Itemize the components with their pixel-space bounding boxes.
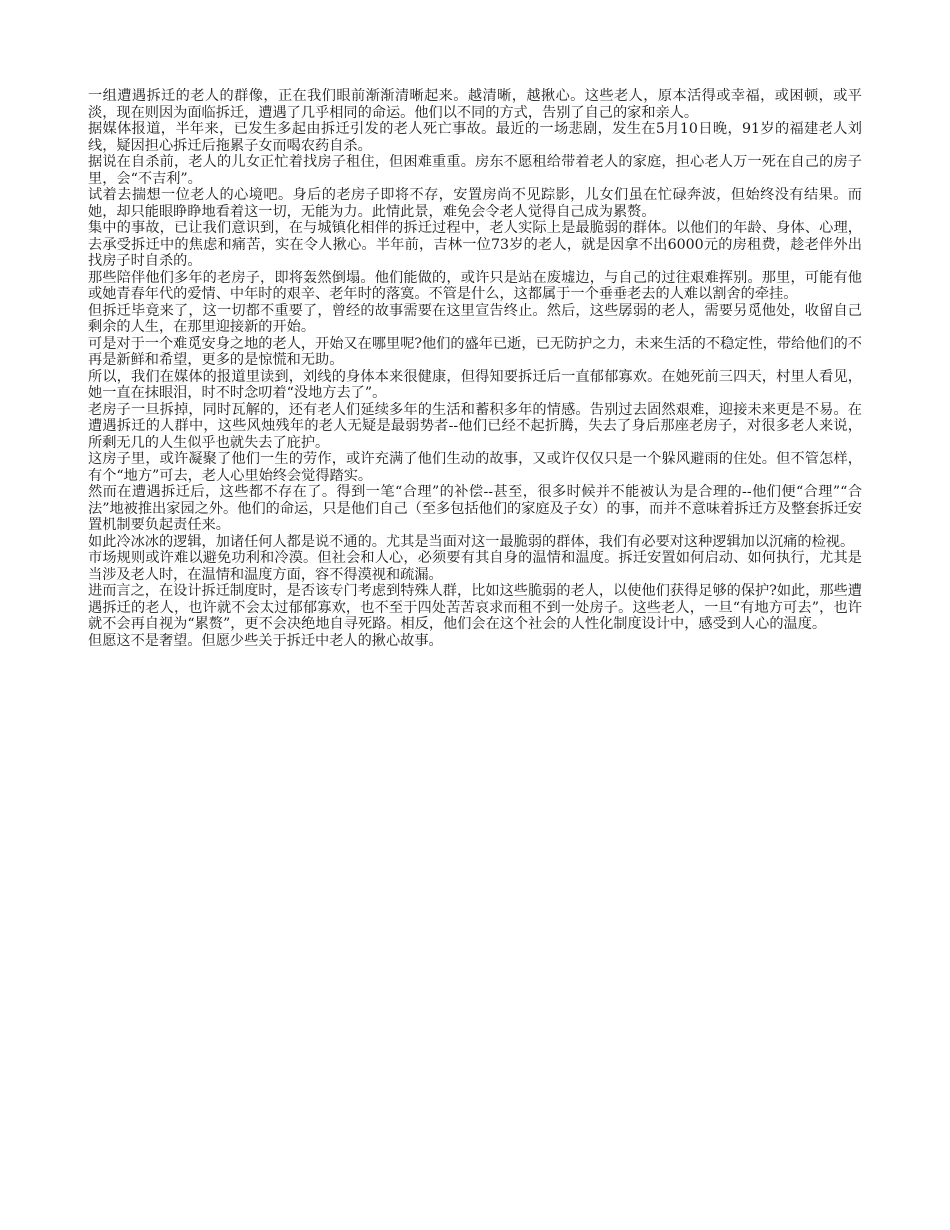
paragraph: 可是对于一个难觅安身之地的老人，开始又在哪里呢?他们的盛年已逝，已无防护之力，未来生活的不稳定性，带给他们的不再是新鲜和希望，更多的是惊慌和无助。 — [88, 335, 862, 368]
paragraph: 进而言之，在设计拆迁制度时，是否该专门考虑到特殊人群，比如这些脆弱的老人，以使他们获得足够的保护?如此，那些遭遇拆迁的老人，也许就不会太过郁郁寡欢，也不至于四处苦苦哀求而租不到一处房子。这些老人，一旦“有地方可去”，也许就不会再自视为“累赘”，更不会决绝地自寻死路。相反，他们会在这个社会的人性化制度设计中，感受到人心的温度。 — [88, 583, 862, 632]
article-body — [88, 88, 862, 649]
paragraph: 然而在遭遇拆迁后，这些都不存在了。得到一笔“合理”的补偿--甚至，很多时候并不能被认为是合理的--他们便“合理”“合法”地被推出家园之外。他们的命运，只是他们自己（至多包括他们的家庭及子女）的事，而并不意味着拆迁方及整套拆迁安置机制要负起责任来。 — [88, 484, 862, 533]
paragraph: 据说在自杀前，老人的儿女正忙着找房子租住，但困难重重。房东不愿租给带着老人的家庭，担心老人万一死在自己的房子里，会“不吉利”。 — [88, 154, 862, 187]
paragraph: 但拆迁毕竟来了，这一切都不重要了，曾经的故事需要在这里宣告终止。然后，这些孱弱的老人，需要另觅他处，收留自己剩余的人生，在那里迎接新的开始。 — [88, 302, 862, 335]
paragraph: 一组遭遇拆迁的老人的群像，正在我们眼前渐渐清晰起来。越清晰，越揪心。这些老人，原本活得或幸福，或困顿，或平淡，现在则因为面临拆迁，遭遇了几乎相同的命运。他们以不同的方式，告别了自己的家和亲人。 — [88, 88, 862, 121]
paragraph: 市场规则或许难以避免功利和冷漠。但社会和人心，必须要有其自身的温情和温度。拆迁安置如何启动、如何执行，尤其是当涉及老人时，在温情和温度方面，容不得漠视和疏漏。 — [88, 550, 862, 583]
paragraph: 如此冷冰冰的逻辑，加诸任何人都是说不通的。尤其是当面对这一最脆弱的群体，我们有必要对这种逻辑加以沉痛的检视。 — [88, 533, 855, 550]
paragraph: 据媒体报道，半年来，已发生多起由拆迁引发的老人死亡事故。最近的一场悲剧，发生在5月10日晚，91岁的福建老人刘线，疑因担心拆迁后拖累子女而喝农药自杀。 — [88, 121, 862, 154]
paragraph: 但愿这不是奢望。但愿少些关于拆迁中老人的揪心故事。 — [88, 632, 443, 649]
paragraph: 老房子一旦拆掉，同时瓦解的，还有老人们延续多年的生活和蓄积多年的情感。告别过去固然艰难，迎接未来更是不易。在遭遇拆迁的人群中，这些风烛残年的老人无疑是最弱势者--他们已经不起折腾，失去了身后那座老房子，对很多老人来说，所剩无几的人生似乎也就失去了庇护。 — [88, 401, 862, 451]
paragraph: 集中的事故，已让我们意识到，在与城镇化相伴的拆迁过程中，老人实际上是最脆弱的群体。以他们的年龄、身体、心理，去承受拆迁中的焦虑和痛苦，实在令人揪心。半年前，吉林一位73岁的老人，就是因拿不出6000元的房租费，趁老伴外出找房子时自杀的。 — [88, 220, 862, 269]
paragraph: 那些陪伴他们多年的老房子，即将轰然倒塌。他们能做的，或许只是站在废墟边，与自己的过往艰难挥别。那里，可能有他或她青春年代的爱情、中年时的艰辛、老年时的落寞。不管是什么，这都属于一个垂垂老去的人难以割舍的牵挂。 — [88, 269, 862, 302]
paragraph: 试着去揣想一位老人的心境吧。身后的老房子即将不存，安置房尚不见踪影，儿女们虽在忙碌奔波，但始终没有结果。而她，却只能眼睁睁地看着这一切，无能为力。此情此景，难免会令老人觉得自己成为累赘。 — [88, 187, 862, 220]
paragraph: 所以，我们在媒体的报道里读到，刘线的身体本来很健康，但得知要拆迁后一直郁郁寡欢。在她死前三四天，村里人看见，她一直在抹眼泪，时不时念叨着“没地方去了”。 — [88, 368, 862, 401]
paragraph: 这房子里，或许凝聚了他们一生的劳作，或许充满了他们生动的故事，又或许仅仅只是一个躲风避雨的住处。但不管怎样，有个“地方”可去，老人心里始终会觉得踏实。 — [88, 451, 862, 484]
